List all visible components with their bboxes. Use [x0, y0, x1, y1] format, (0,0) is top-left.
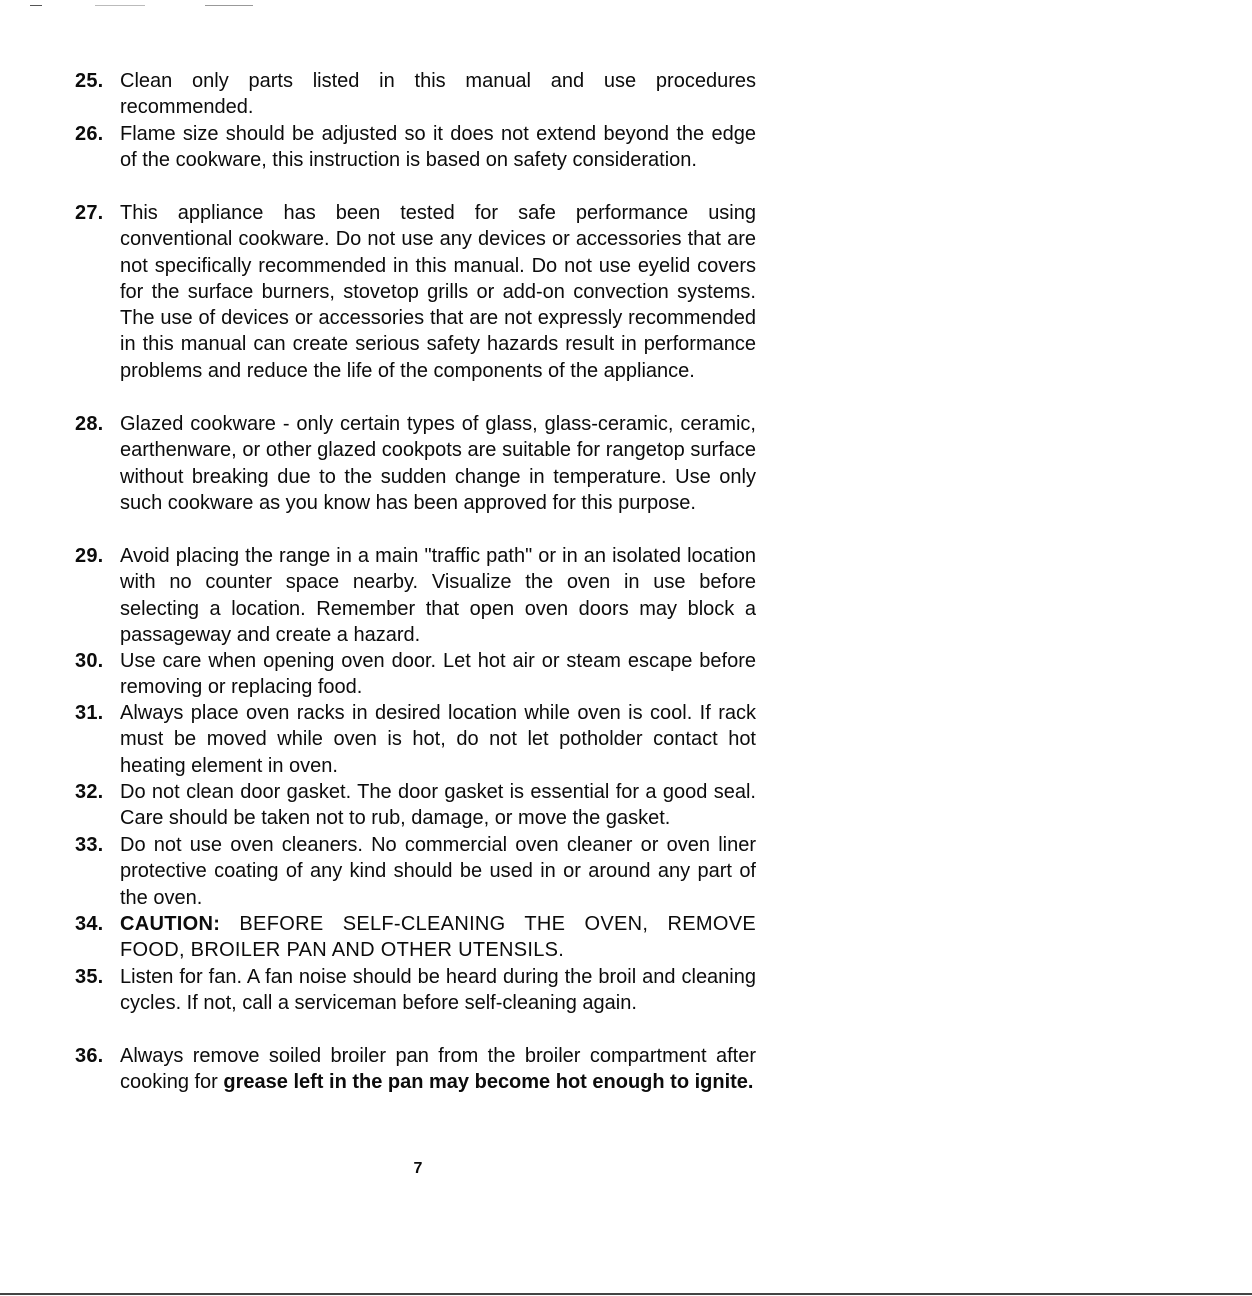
item-text: Flame size should be adjusted so it does not extend beyond the edge of the cookware, this instruction is based on safety consideration. [120, 123, 756, 172]
item-text: Do not use oven cleaners. No commercial oven cleaner or oven liner protective coating of any kind should be used in or around any part of the oven. [120, 834, 756, 909]
caution-label: CAUTION: [120, 913, 221, 935]
item-text [120, 911, 756, 964]
item-text: Clean only parts listed in this manual and use procedures recommended. [120, 70, 756, 119]
item-text: Avoid placing the range in a main "traffic path" or in an isolated location with no counter space nearby. Visualize the oven in use before selecting a location. Remember that open oven doors may block a passageway and create a hazard. [120, 545, 756, 646]
caution-text: BEFORE SELF-CLEANING THE OVEN, REMOVE FOOD, BROILER PAN AND OTHER UTENSILS. [120, 913, 757, 962]
item-number: 27. [75, 202, 104, 224]
item-text: Listen for fan. A fan noise should be heard during the broil and cleaning cycles. If not, call a serviceman before self-cleaning again. [120, 966, 756, 1015]
item-number: 31. [75, 702, 104, 724]
item-text-plain: Always remove soiled broiler pan from the broiler compartment after cooking for [120, 1045, 756, 1094]
item-number: 36. [75, 1045, 104, 1067]
item-number: 33. [75, 834, 104, 856]
item-number: 35. [75, 966, 104, 988]
page-number: 7 [413, 1160, 423, 1177]
item-text: Use care when opening oven door. Let hot air or steam escape before removing or replacing food. [120, 650, 756, 699]
item-text: Do not clean door gasket. The door gasket is essential for a good seal. Care should be taken not to rub, damage, or move the gasket. [120, 781, 756, 830]
scan-artifact-left [30, 5, 42, 6]
item-text [120, 1043, 756, 1096]
item-number: 32. [75, 781, 104, 803]
item-number: 34. [75, 913, 104, 935]
item-number: 25. [75, 70, 104, 92]
item-number: 26. [75, 123, 104, 145]
item-text: This appliance has been tested for safe performance using conventional cookware. Do not use any devices or accessories that are not specifically recommended in this manual. Do not use eyelid covers for the surface burners, stovetop grills or add-on convection systems. The use of devices or accessories that are not expressly recommended in this manual can create serious safety hazards result in performance problems and reduce the life of the components of the appliance. [120, 202, 756, 382]
item-number: 28. [75, 413, 104, 435]
scan-artifact-right [205, 5, 253, 6]
item-text-bold-warning: grease left in the pan may become hot enough to ignite. [223, 1071, 754, 1094]
item-text: Glazed cookware - only certain types of glass, glass-ceramic, ceramic, earthenware, or other glazed cookpots are suitable for rangetop surface without breaking due to the sudden change in temperature. Use only such cookware as you know has been approved for this purpose. [120, 413, 756, 514]
scan-artifact-mid [95, 5, 145, 6]
item-number: 29. [75, 545, 104, 567]
item-text: Always place oven racks in desired location while oven is cool. If rack must be moved while oven is hot, do not let potholder contact hot heating element in oven. [120, 702, 756, 777]
item-number: 30. [75, 650, 104, 672]
bottom-rule [0, 1293, 1252, 1295]
